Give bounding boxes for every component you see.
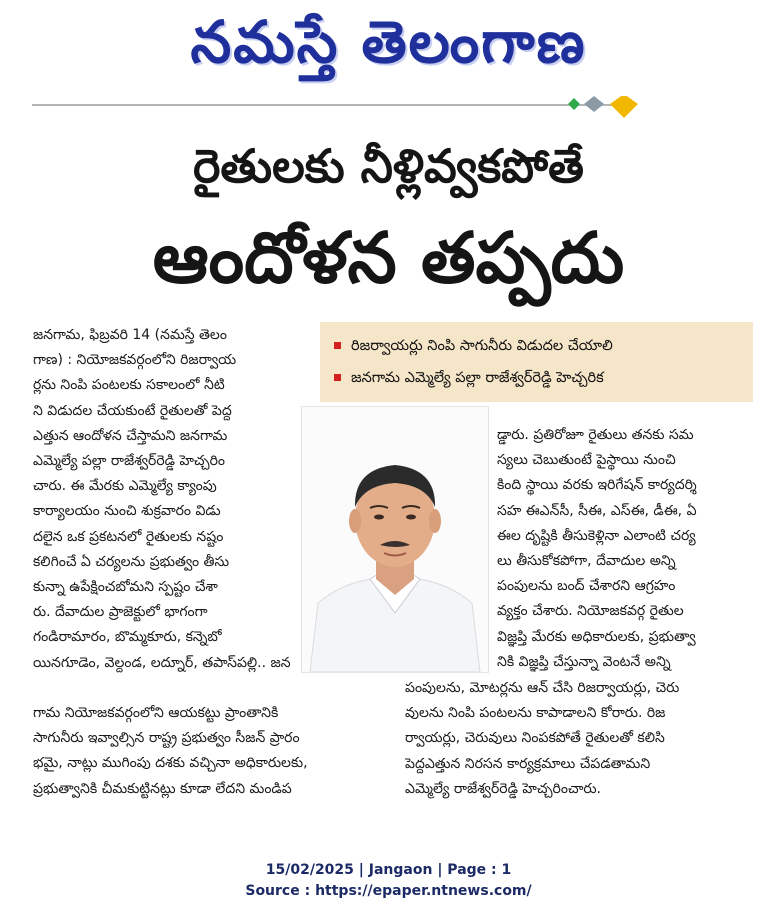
subheading-2 xyxy=(334,362,604,394)
article-line: స్యలు చెబుతుంటే పైస్థాయి నుంచి xyxy=(497,452,676,469)
decorative-diamonds xyxy=(564,96,642,122)
subheading-box xyxy=(320,322,753,402)
article-line: జనగామ, ఫిబ్రవరి 14 (నమస్తే తెలం xyxy=(33,327,227,343)
article-line: విజ్ఞప్తి మేరకు అధికారులకు, ప్రభుత్వా xyxy=(497,628,696,645)
article-line: సాగునీరు ఇవ్వాల్సిన రాష్ట్ర ప్రభుత్వం సీజన్ ప్రారం xyxy=(33,730,300,747)
article-line: కార్యాలయం నుంచి శుక్రవారం విడు xyxy=(33,503,221,520)
article-line: పంపులను, మోటర్లను ఆన్ చేసి రిజర్వాయర్లు, చెరు xyxy=(405,680,680,696)
bullet-icon xyxy=(334,374,341,381)
mla-portrait-photo xyxy=(301,406,489,673)
article-line: కున్నా ఉపేక్షించబోమని స్పష్టం చేశా xyxy=(33,579,218,596)
article-line: డ్డారు. ప్రతిరోజూ రైతులు తనకు సమ xyxy=(497,427,694,443)
article-line: పెద్దఎత్తున నిరసన కార్యక్రమాలు చేపడతామని xyxy=(405,755,651,772)
article-line: దలైన ఒక ప్రకటనలో రైతులకు నష్టం xyxy=(33,528,224,545)
article-right-column xyxy=(497,423,755,675)
masthead-divider xyxy=(32,104,617,106)
subheading-1 xyxy=(334,330,613,362)
article-line: భమై, నాట్లు ముగింపు దశకు వచ్చినా అధికారులకు, xyxy=(33,755,308,772)
headline-line-1: రైతులకు నీళ్లివ్వకపోతే xyxy=(193,139,584,193)
article-line: గండిరామారం, బొమ్మకూరు, కన్నెబో xyxy=(33,629,222,646)
subheading-2-text: జనగామ ఎమ్మెల్యే పల్లా రాజేశ్వర్‌రెడ్డి హెచ్చరిక xyxy=(351,370,604,386)
headline-line-2: ఆందోళన తప్పదు xyxy=(152,217,625,299)
article-line: వ్యక్తం చేశారు. నియోజకవర్గ రైతుల xyxy=(497,603,684,620)
article-line: వులను నింపి పంటలను కాపాడాలని కోరారు. రిజ xyxy=(405,705,666,722)
article-line: గామ నియోజకవర్గంలోని ఆయకట్టు ప్రాంతానికి xyxy=(33,705,279,721)
article-line: కింది స్థాయి వరకు ఇరిగేషన్ కార్యదర్శి xyxy=(497,477,697,494)
article-line: చారు. ఈ మేరకు ఎమ్మెల్యే క్యాంపు xyxy=(33,478,217,495)
article-line: కలిగించే ఏ చర్యలను ప్రభుత్వం తీసు xyxy=(33,553,230,570)
article-left-column xyxy=(33,323,313,676)
bullet-icon xyxy=(334,342,341,349)
article-line: పంపులను బంద్ చేశారని ఆగ్రహం xyxy=(497,578,676,595)
subheading-1-text: రిజర్వాయర్లు నింపి సాగునీరు విడుదల చేయాలి xyxy=(351,338,613,354)
article-line: యినగూడెం, వెల్దండ, లద్నూర్, తపాస్‌పల్లి.. జన xyxy=(33,654,291,671)
footer-date-edition: 15/02/2025 | Jangaon | Page : 1 xyxy=(265,862,512,878)
footer-source-link[interactable]: Source : https://epaper.ntnews.com/ xyxy=(245,883,532,899)
article-line: ర్వాయర్లు, చెరువులు నింపకపోతే రైతులతో కలిసి xyxy=(405,730,665,747)
article-line: గాణ) : నియోజకవర్గంలోని రిజర్వాయ xyxy=(33,352,237,369)
article-line: ర్లను నింపి పంటలకు సకాలంలో నీటి xyxy=(33,377,225,394)
article-line: సహ ఈఎన్‌సీ, సీఈ, ఎస్‌ఈ, డీఈ, ఏ xyxy=(497,502,697,519)
article-line: ఎమ్మెల్యే పల్లా రాజేశ్వర్‌రెడ్డి హెచ్చరిం xyxy=(33,453,226,470)
newspaper-masthead: నమస్తే తెలంగాణ xyxy=(190,8,587,76)
article-line: ప్రభుత్వానికి చీమకుట్టినట్లు కూడా లేదని మండిప xyxy=(33,780,292,797)
article-line: ఎమ్మెల్యే రాజేశ్వర్‌రెడ్డి హెచ్చరించారు. xyxy=(405,780,601,797)
article-left-column-bottom xyxy=(33,701,383,802)
article-line: నికి విజ్ఞప్తి చేస్తున్నా వెంటనే అన్ని xyxy=(497,653,671,670)
article-line: ఎత్తున ఆందోళన చేస్తామని జనగామ xyxy=(33,427,228,444)
article-line: లు తీసుకోకపోగా, దేవాదుల అన్ని xyxy=(497,553,676,570)
article-line: ని విడుదల చేయకుంటే రైతులతో పెద్ద xyxy=(33,402,232,419)
article-bottom-right xyxy=(405,676,757,802)
article-line: రు. దేవాదుల ప్రాజెక్టులో భాగంగా xyxy=(33,604,208,621)
article-line: ఈల దృష్టికి తీసుకెళ్లినా ఎలాంటి చర్య xyxy=(497,527,696,544)
